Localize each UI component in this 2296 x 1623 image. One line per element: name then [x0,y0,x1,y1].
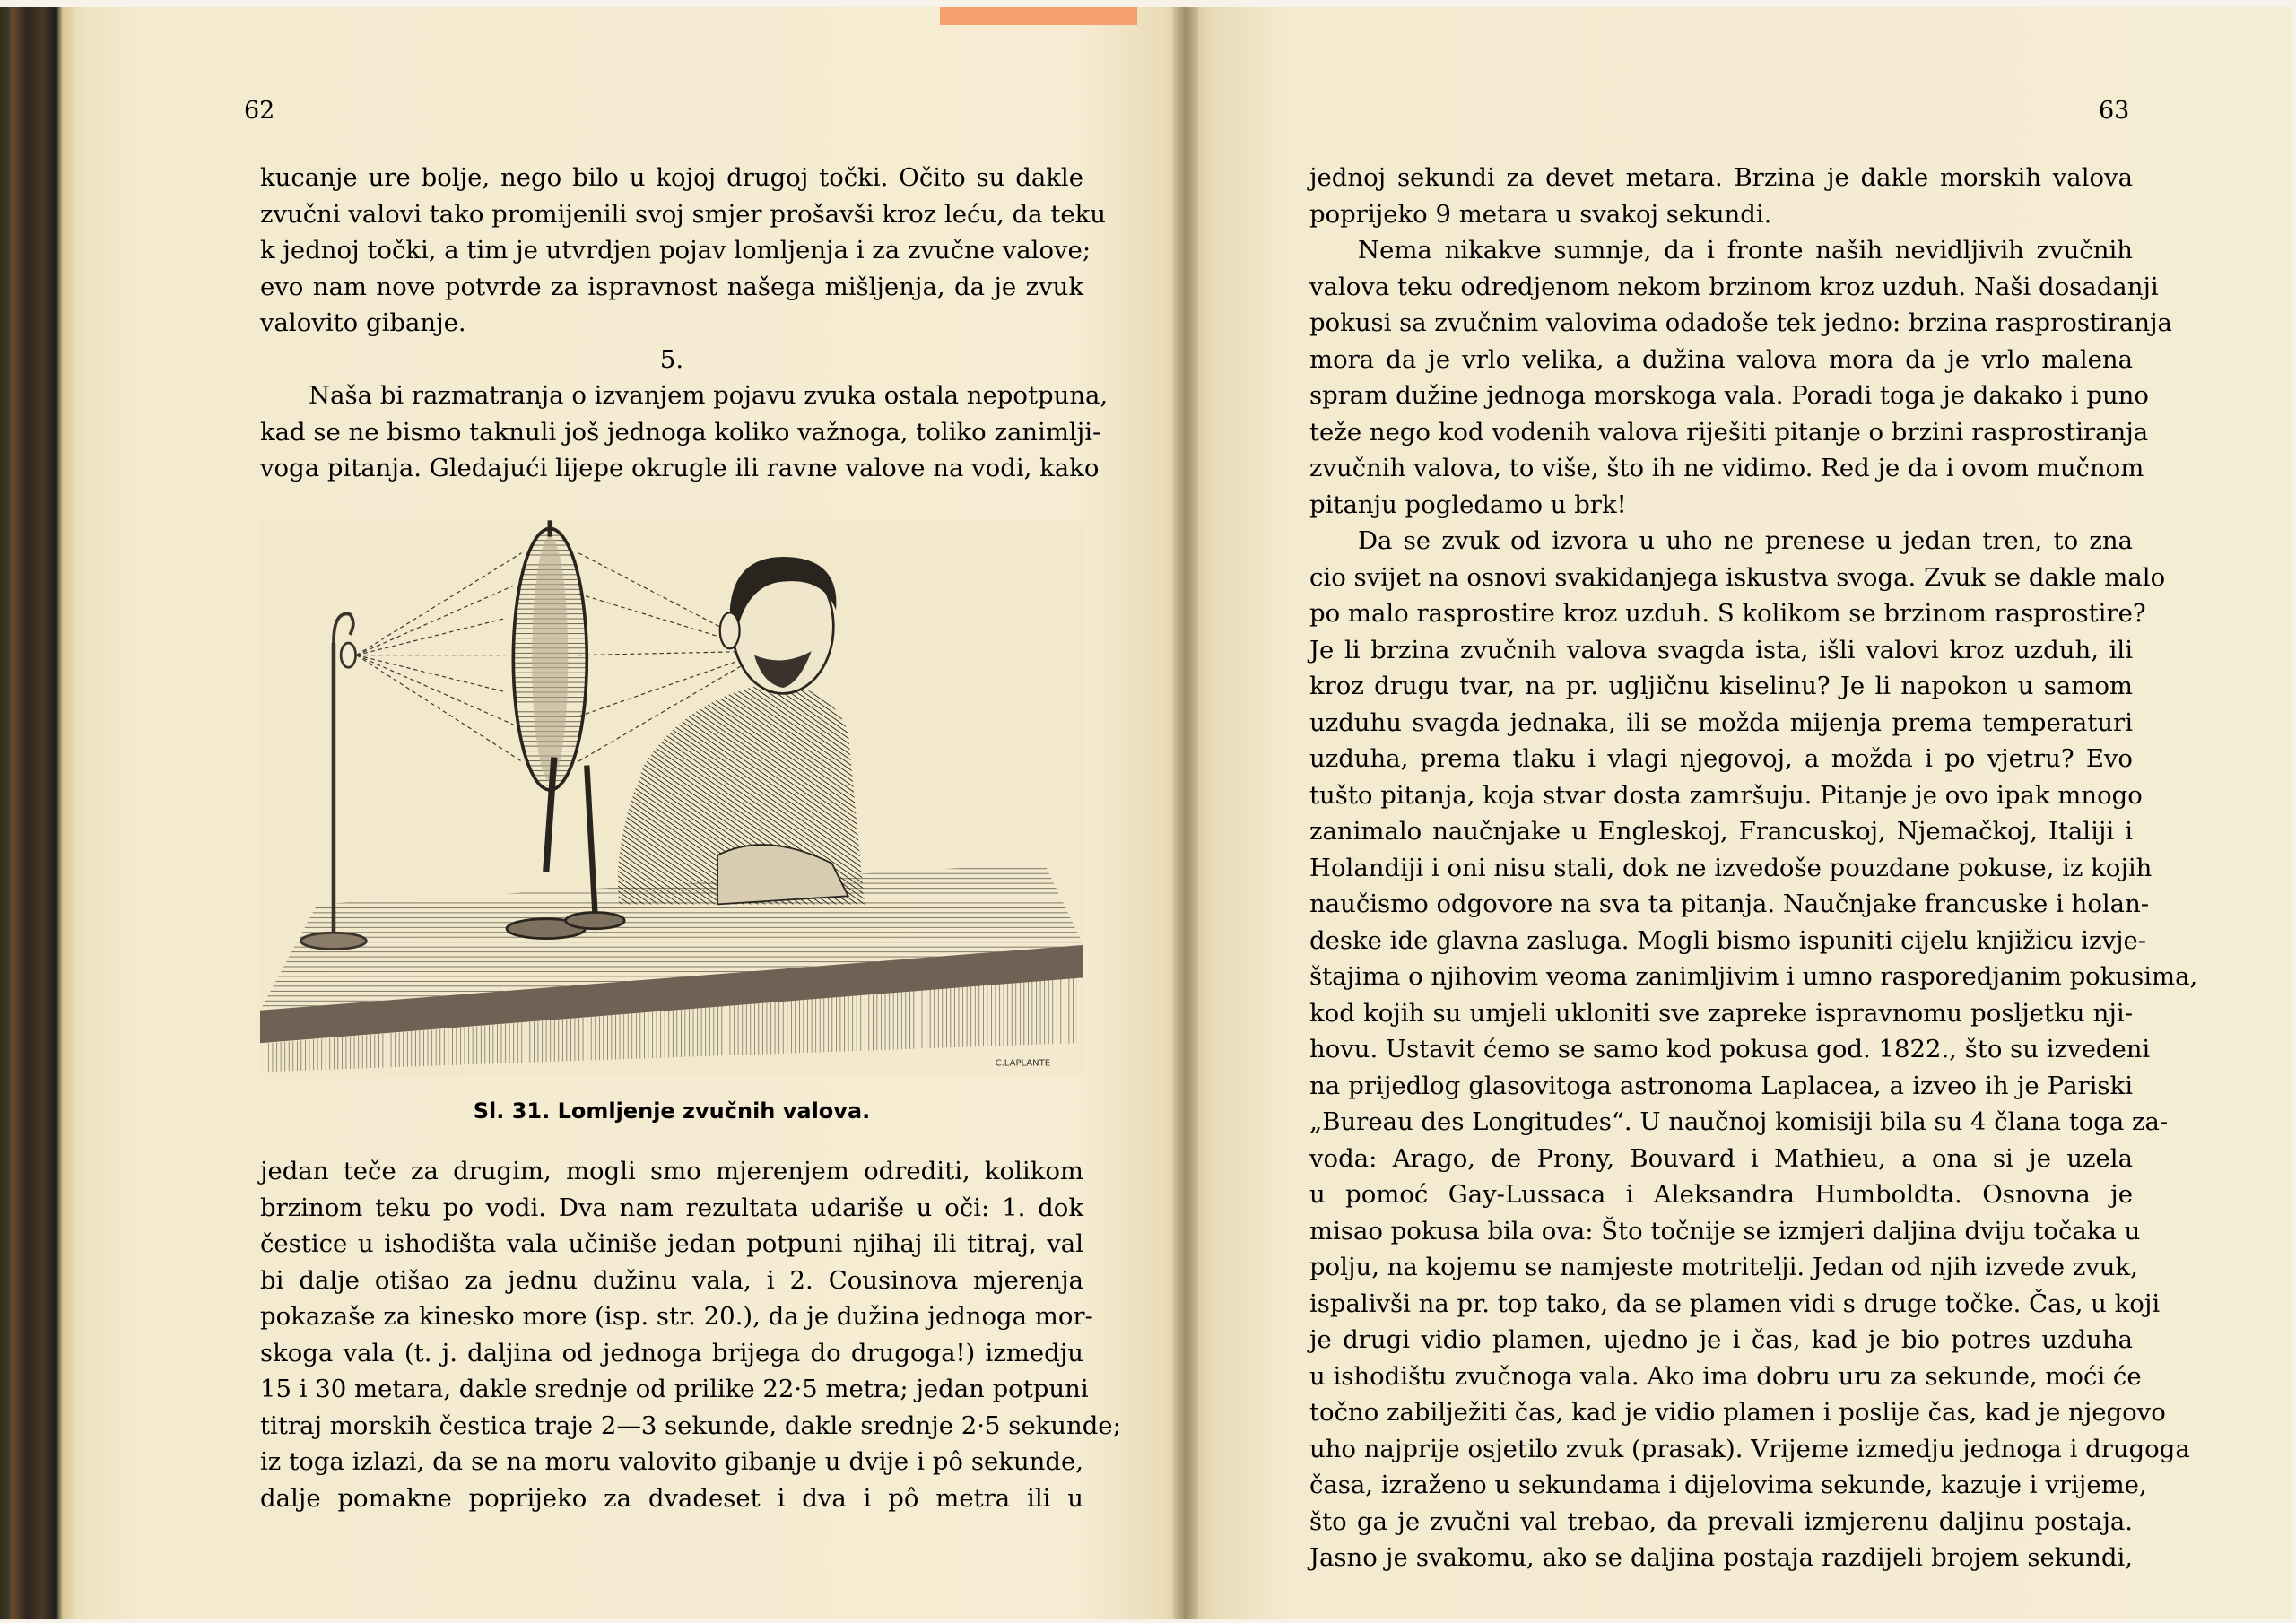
text-line: u pomoć Gay-Lussaca i Aleksandra Humboldta. Osnovna je [1309,1180,2133,1209]
text-line: 15 i 30 metara, dakle srednje od prilike 22·5 metra; jedan potpuni [260,1375,1089,1403]
text-line: voga pitanja. Gledajući lijepe okrugle ili ravne valove na vodi, kako [260,454,1100,482]
text-line: evo nam nove potvrde za ispravnost našega mišljenja, da je zvuk [260,272,1083,301]
text-line: cio svijet na osnovi svakidanjega iskustva svoga. Zvuk se dakle malo [1309,562,2166,592]
text-line: zvučni valovi tako promijenili svoj smjer prošavši kroz leću, da teku [260,199,1107,229]
text-line: kad se ne bismo taknuli još jednoga koliko važnoga, toliko zanimlji- [260,417,1101,447]
text-line: zvučnih valova, to više, što ih ne vidimo. Red je da i ovom mučnom [1309,454,2144,482]
text-line: pitanju pogledamo u brk! [1309,490,1627,519]
text-line: iz toga izlazi, da se na moru valovito gibanje u dvije i pô sekunde, [260,1447,1083,1476]
text-line: pokazaše za kinesko more (isp. str. 20.), da je dužina jednoga mor- [260,1302,1093,1331]
text-line: po malo rasprostire kroz uzduh. S kolikom se brzinom rasprostire? [1309,599,2146,628]
text-line: jedan teče za drugim, mogli smo mjerenjem odrediti, kolikom [260,1157,1083,1185]
text-line: kod kojih su umjeli ukloniti sve zapreke ispravnomu posljetku nji- [1309,998,2133,1028]
text-line: „Bureau des Longitudes“. U naučnoj komisiji bila su 4 člana toga za- [1309,1107,2169,1136]
text-line: uzduha, prema tlaku i vlagi njegovoj, a možda i po vjetru? Evo [1309,744,2133,773]
right-page-text [1309,160,2198,1576]
text-line: Jasno je svakomu, ako se daljina postaja razdijeli brojem sekundi, [1309,1543,2133,1572]
engraver-mark: C.LAPLANTE [995,1058,1051,1069]
text-line: teže nego kod vodenih valova riješiti pitanje o brzini rasprostiranja [1309,417,2149,447]
text-line: mora da je vrlo velika, a dužina valova mora da je vrlo malena [1309,344,2133,374]
text-line: jednoj sekundi za devet metara. Brzina je dakle morskih valova [1309,163,2133,192]
figure-illustration [260,502,1083,1094]
text-line: Nema nikakve sumnje, da i fronte naših nevidljivih zvučnih [1358,236,2133,265]
text-line: Je li brzina zvučnih valova svagda ista, išli valovi kroz uzduh, ili [1309,635,2133,664]
left-paragraph-1 [260,160,1109,487]
text-line: ispalivši na pr. top tako, da se plamen vidi s druge točke. Čas, u koji [1309,1289,2161,1318]
text-line: hovu. Ustavit ćemo se samo kod pokusa god. 1822., što su izvedeni [1309,1035,2151,1063]
text-line: Naša bi razmatranja o izvanjem pojavu zvuka ostala nepotpuna, [309,381,1109,410]
text-line: tušto pitanja, koja stvar dosta zamršuju. Pitanje je ovo ipak mnogo [1309,780,2143,810]
text-line: k jednoj točki, a tim je utvrdjen pojav lomljenja i za zvučne valove; [260,236,1091,265]
text-line: točno zabilježiti čas, kad je vidio plamen i poslije čas, kad je njegovo [1309,1398,2166,1427]
text-line: polju, na kojemu se namjeste motritelji. Jedan od njih izvede zvuk, [1309,1253,2138,1281]
text-line: voda: Arago, de Prony, Bouvard i Mathieu, a ona si je uzela [1309,1143,2133,1173]
text-line: Da se zvuk od izvora u uho ne prenese u jedan tren, to zna [1358,526,2133,555]
text-line: što ga je zvučni val trebao, da prevali izmjerenu daljinu postaja. [1309,1506,2133,1536]
text-line: u ishodištu zvučnoga vala. Ako ima dobru uru za sekunde, moći će [1309,1361,2142,1391]
text-line: štajima o njihovim veoma zanimljivim i umno rasporedjanim pokusima, [1309,962,2198,991]
figure-caption: Sl. 31. Lomljenje zvučnih valova. [473,1098,871,1124]
text-line: misao pokusa bila ova: Što točnije se izmjeri daljina dviju točaka u [1309,1216,2141,1245]
text-line: brzinom teku po vodi. Dva nam rezultata udariše u oči: 1. dok [260,1193,1083,1222]
text-line: je drugi vidio plamen, ujedno je i čas, kad je bio potres uzduha [1309,1325,2133,1354]
bookmark-tab [940,7,1137,25]
book-cover-edge [0,7,90,1619]
text-line: dalje pomakne poprijeko za dvadeset i dva i pô metra ili u [260,1483,1083,1513]
text-line: pokusi sa zvučnim valovima odadoše tek jedno: brzina rasprostiranja [1309,308,2172,337]
text-line: kroz drugu tvar, na pr. ugljičnu kiselinu? Je li napokon u samom [1309,672,2133,700]
text-line: valova teku odredjenom nekom brzinom kroz uzduh. Naši dosadanji [1309,272,2159,301]
text-line: Holandiji i oni nisu stali, dok ne izvedoše pouzdane pokuse, iz kojih [1309,853,2152,882]
text-line: zanimalo naučnjake u Engleskoj, Francuskoj, Njemačkoj, Italiji i [1309,817,2133,846]
text-line: valovito gibanje. [260,308,466,337]
text-line: naučismo odgovore na sva ta pitanja. Naučnjake francuske i holan- [1309,890,2150,918]
left-page-number: 62 [244,97,275,125]
text-line: spram dužine jednoga morskoga vala. Poradi toga je dakako i puno [1309,381,2149,410]
text-line: skoga vala (t. j. daljina od jednoga brijega do drugoga!) izmedju [260,1338,1083,1367]
section-number: 5. [659,344,684,374]
text-line: kucanje ure bolje, nego bilo u kojoj drugoj točki. Očito su dakle [260,163,1083,192]
text-line: deske ide glavna zasluga. Mogli bismo ispuniti cijelu knjižicu izvje- [1309,925,2147,955]
text-line: časa, izraženo u sekundama i dijelovima sekunde, kazuje i vrijeme, [1309,1471,2147,1499]
text-line: čestice u ishodišta vala učiniše jedan potpuni njihaj ili titraj, val [260,1229,1083,1258]
book-gutter [1173,7,1198,1619]
text-line: na prijedlog glasovitoga astronoma Laplacea, a izveo ih je Pariski [1309,1071,2133,1100]
text-line: titraj morskih čestica traje 2—3 sekunde, dakle srednje 2·5 sekunde; [260,1410,1121,1440]
right-page-number: 63 [2099,97,2130,125]
text-line: bi dalje otišao za jednu dužinu vala, i 2. Cousinova mjerenja [260,1265,1083,1295]
text-line: poprijeko 9 metara u svakoj sekundi. [1309,199,1772,229]
text-line: uzduhu svagda jednaka, ili se možda mijenja prema temperaturi [1309,707,2133,737]
left-paragraph-3 [260,1153,1121,1516]
text-line: uho najprije osjetilo zvuk (prasak). Vrijeme izmedju jednoga i drugoga [1309,1434,2190,1463]
